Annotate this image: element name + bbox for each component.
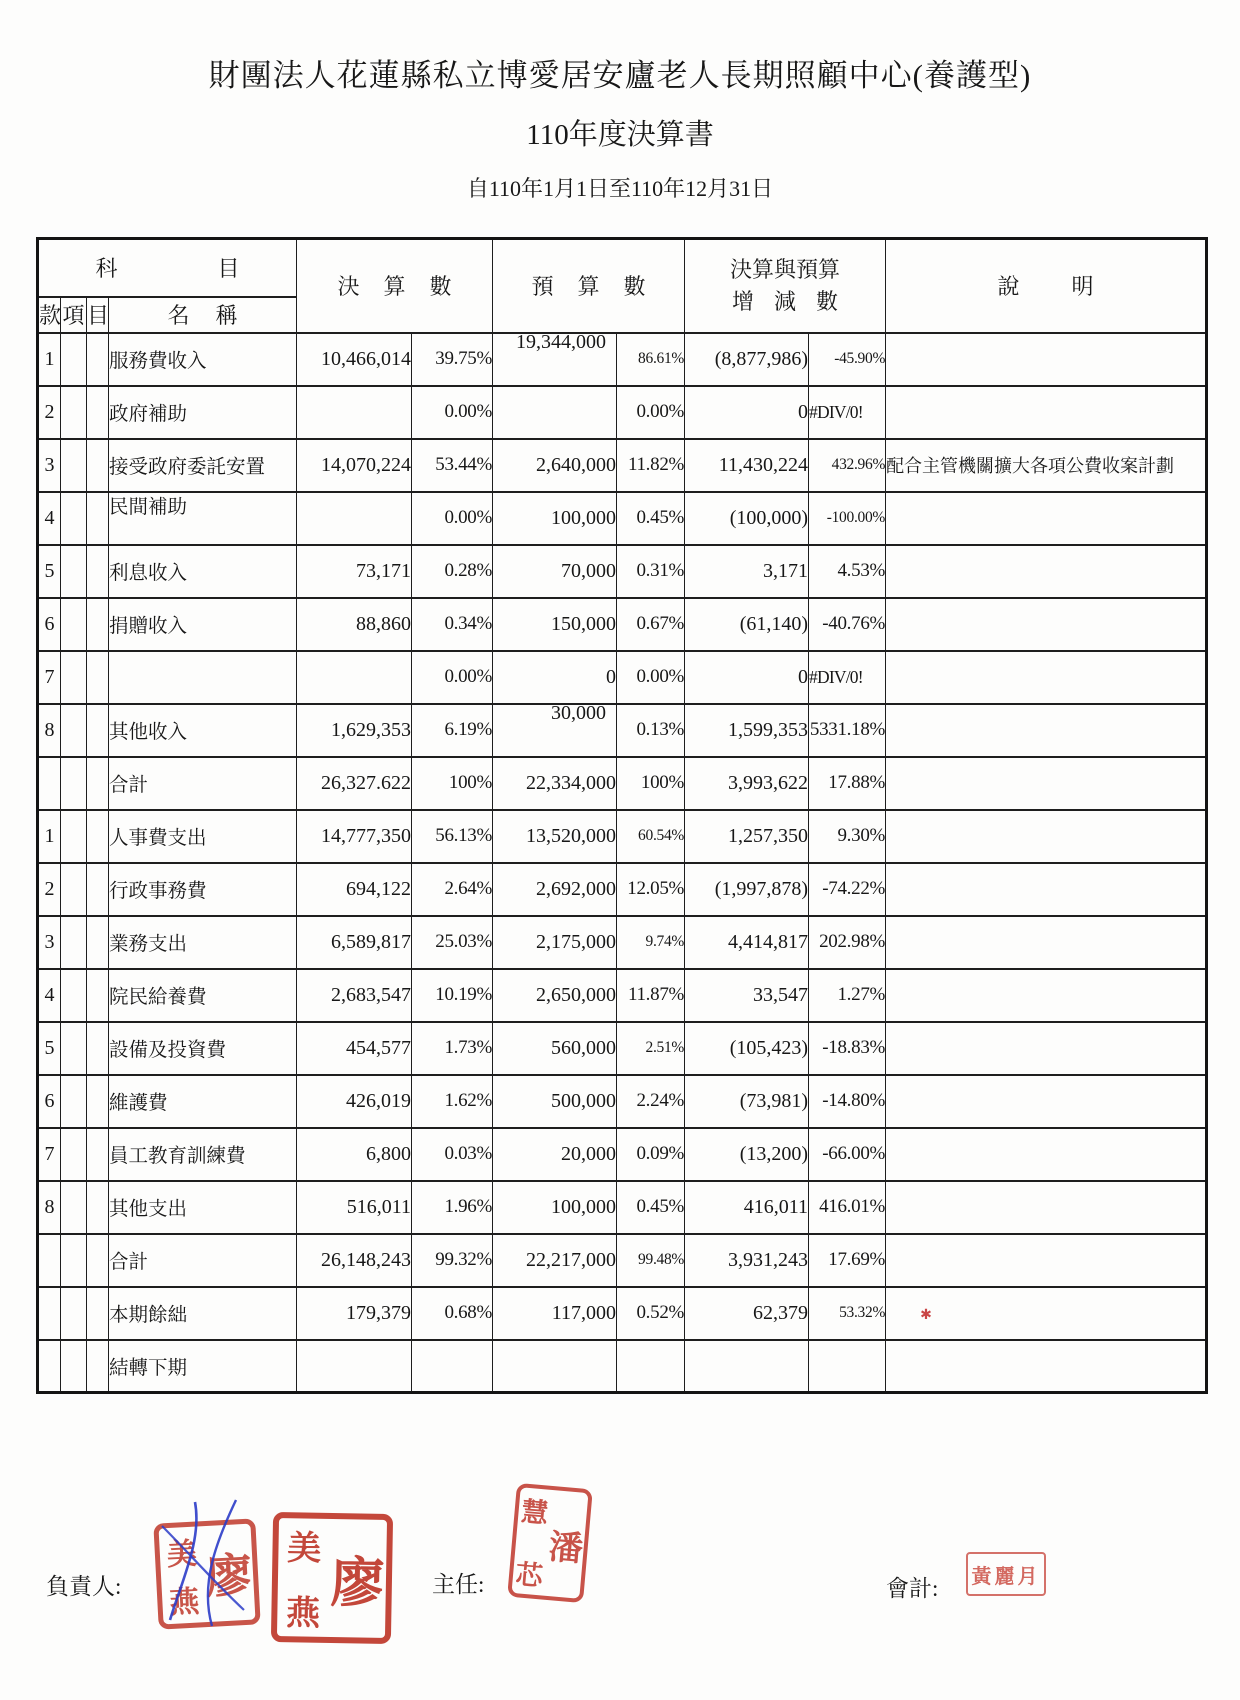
table-row bbox=[38, 439, 1207, 492]
cell-diff-percent: -66.00% bbox=[809, 1128, 886, 1181]
cell-note bbox=[886, 1022, 1207, 1075]
cell-mu bbox=[87, 439, 109, 492]
seal-surname: 潘 bbox=[547, 1528, 585, 1569]
cell-xiang bbox=[61, 810, 87, 863]
cell-note bbox=[886, 1234, 1207, 1287]
document-title: 財團法人花蓮縣私立博愛居安廬老人長期照顧中心(養護型) bbox=[208, 58, 1032, 93]
seal-given-name bbox=[277, 1518, 330, 1637]
cell-final-amount: 1,629,353 bbox=[297, 704, 412, 757]
owner-seal-stamp-1 bbox=[153, 1518, 260, 1629]
cell-budget-amount: 2,650,000 bbox=[493, 969, 617, 1022]
cell-final-percent: 0.00% bbox=[412, 492, 493, 545]
cell-final-amount bbox=[297, 651, 412, 704]
cell-mu bbox=[87, 651, 109, 704]
cell-note bbox=[886, 1075, 1207, 1128]
cell-note bbox=[886, 1340, 1207, 1393]
cell-account-name: 服務費收入 bbox=[109, 333, 297, 386]
cell-final-percent: 0.68% bbox=[412, 1287, 493, 1340]
cell-diff-percent: 1.27% bbox=[809, 969, 886, 1022]
cell-xiang bbox=[61, 1234, 87, 1287]
cell-final-amount: 6,589,817 bbox=[297, 916, 412, 969]
cell-budget-percent bbox=[617, 1340, 685, 1393]
table-row bbox=[38, 757, 1207, 810]
cell-row-number: 4 bbox=[38, 969, 61, 1022]
seal-char: 慧 bbox=[520, 1496, 550, 1529]
cell-row-number: 1 bbox=[38, 333, 61, 386]
cell-xiang bbox=[61, 1340, 87, 1393]
cell-budget-percent: 100% bbox=[617, 757, 685, 810]
cell-mu bbox=[87, 598, 109, 651]
cell-budget-amount bbox=[493, 1340, 617, 1393]
cell-final-amount: 73,171 bbox=[297, 545, 412, 598]
cell-account-name bbox=[109, 492, 297, 545]
owner-label: 負責人: bbox=[46, 1574, 122, 1599]
table-row bbox=[38, 651, 1207, 704]
cell-mu bbox=[87, 1075, 109, 1128]
cell-note bbox=[886, 439, 1207, 492]
cell-mu bbox=[87, 969, 109, 1022]
cell-diff-amount: (105,423) bbox=[685, 1022, 809, 1075]
cell-final-percent: 2.64% bbox=[412, 863, 493, 916]
header-note: 說明 bbox=[886, 239, 1207, 333]
cell-account-name: 利息收入 bbox=[109, 545, 297, 598]
cell-diff-amount: (73,981) bbox=[685, 1075, 809, 1128]
cell-final-percent: 0.00% bbox=[412, 386, 493, 439]
cell-final-percent: 6.19% bbox=[412, 704, 493, 757]
cell-budget-percent: 11.87% bbox=[617, 969, 685, 1022]
cell-note bbox=[886, 704, 1207, 757]
cell-row-number: 3 bbox=[38, 439, 61, 492]
cell-diff-amount: 62,379 bbox=[685, 1287, 809, 1340]
raised-budget-value: 30,000 bbox=[551, 701, 607, 724]
cell-xiang bbox=[61, 439, 87, 492]
cell-note bbox=[886, 598, 1207, 651]
accountant-label: 會計: bbox=[886, 1576, 939, 1601]
cell-final-percent: 0.00% bbox=[412, 651, 493, 704]
cell-diff-amount: 0 bbox=[685, 386, 809, 439]
cell-budget-percent: 86.61% bbox=[617, 333, 685, 386]
cell-mu bbox=[87, 492, 109, 545]
header-subject: 科目 bbox=[38, 239, 297, 297]
cell-diff-amount: (8,877,986) bbox=[685, 333, 809, 386]
cell-mu bbox=[87, 386, 109, 439]
cell-diff-amount: 3,171 bbox=[685, 545, 809, 598]
table-row bbox=[38, 969, 1207, 1022]
cell-budget-amount: 22,334,000 bbox=[493, 757, 617, 810]
header-diff-line2: 增減數 bbox=[732, 288, 859, 314]
cell-final-percent: 1.73% bbox=[412, 1022, 493, 1075]
seal-char: 美 bbox=[286, 1530, 322, 1568]
cell-diff-percent: 432.96% bbox=[809, 439, 886, 492]
cell-mu bbox=[87, 863, 109, 916]
cell-note bbox=[886, 916, 1207, 969]
cell-diff-percent bbox=[809, 1340, 886, 1393]
table-row bbox=[38, 1181, 1207, 1234]
cell-diff-amount: 1,257,350 bbox=[685, 810, 809, 863]
cell-xiang bbox=[61, 386, 87, 439]
cell-final-amount: 454,577 bbox=[297, 1022, 412, 1075]
cell-mu bbox=[87, 1181, 109, 1234]
cell-note bbox=[886, 1128, 1207, 1181]
cell-mu bbox=[87, 810, 109, 863]
cell-diff-amount: 1,599,353 bbox=[685, 704, 809, 757]
cell-budget-percent: 9.74% bbox=[617, 916, 685, 969]
cell-row-number: 2 bbox=[38, 386, 61, 439]
cell-note bbox=[886, 969, 1207, 1022]
cell-final-amount: 179,379 bbox=[297, 1287, 412, 1340]
cell-note bbox=[886, 1287, 1207, 1340]
raised-account-name: 民間補助 bbox=[109, 497, 188, 518]
cell-account-name: 維護費 bbox=[109, 1075, 297, 1128]
cell-final-amount: 2,683,547 bbox=[297, 969, 412, 1022]
table-row bbox=[38, 545, 1207, 598]
cell-budget-percent: 12.05% bbox=[617, 863, 685, 916]
cell-xiang bbox=[61, 1287, 87, 1340]
cell-xiang bbox=[61, 651, 87, 704]
cell-account-name: 接受政府委託安置 bbox=[109, 439, 297, 492]
cell-final-amount: 516,011 bbox=[297, 1181, 412, 1234]
cell-xiang bbox=[61, 704, 87, 757]
cell-row-number: 8 bbox=[38, 704, 61, 757]
cell-diff-amount bbox=[685, 1340, 809, 1393]
table-row bbox=[38, 1287, 1207, 1340]
cell-final-percent: 56.13% bbox=[412, 810, 493, 863]
cell-diff-amount: (100,000) bbox=[685, 492, 809, 545]
document-subtitle: 110年度決算書 bbox=[526, 119, 714, 151]
cell-diff-amount: 33,547 bbox=[685, 969, 809, 1022]
table-row bbox=[38, 863, 1207, 916]
cell-mu bbox=[87, 1234, 109, 1287]
cell-diff-amount: 416,011 bbox=[685, 1181, 809, 1234]
cell-budget-amount: 100,000 bbox=[493, 1181, 617, 1234]
cell-row-number: 8 bbox=[38, 1181, 61, 1234]
cell-budget-amount: 70,000 bbox=[493, 545, 617, 598]
seal-char: 燕 bbox=[285, 1595, 321, 1633]
cell-final-amount: 6,800 bbox=[297, 1128, 412, 1181]
cell-final-percent: 1.62% bbox=[412, 1075, 493, 1128]
header-diff bbox=[685, 239, 886, 333]
table-row bbox=[38, 810, 1207, 863]
seal-char: 燕 bbox=[168, 1585, 201, 1620]
cell-diff-percent: #DIV/0! bbox=[809, 386, 886, 439]
cell-budget-percent: 0.13% bbox=[617, 704, 685, 757]
cell-account-name: 員工教育訓練費 bbox=[109, 1128, 297, 1181]
seal-char: 芯 bbox=[514, 1559, 545, 1592]
cell-diff-percent: 9.30% bbox=[809, 810, 886, 863]
cell-final-percent: 99.32% bbox=[412, 1234, 493, 1287]
cell-diff-amount: 11,430,224 bbox=[685, 439, 809, 492]
seal-surname: 廖 bbox=[204, 1549, 254, 1604]
cell-budget-percent: 2.51% bbox=[617, 1022, 685, 1075]
cell-budget-amount: 22,217,000 bbox=[493, 1234, 617, 1287]
cell-final-percent: 0.03% bbox=[412, 1128, 493, 1181]
cell-budget-percent: 0.00% bbox=[617, 386, 685, 439]
cell-budget-percent: 0.52% bbox=[617, 1287, 685, 1340]
cell-xiang bbox=[61, 863, 87, 916]
cell-xiang bbox=[61, 492, 87, 545]
cell-account-name: 人事費支出 bbox=[109, 810, 297, 863]
cell-budget-amount: 117,000 bbox=[493, 1287, 617, 1340]
cell-note bbox=[886, 1181, 1207, 1234]
cell-budget-amount: 150,000 bbox=[493, 598, 617, 651]
cell-budget-amount: 20,000 bbox=[493, 1128, 617, 1181]
table-row bbox=[38, 598, 1207, 651]
cell-diff-amount: (13,200) bbox=[685, 1128, 809, 1181]
cell-final-percent: 39.75% bbox=[412, 333, 493, 386]
cell-mu bbox=[87, 1022, 109, 1075]
table-row bbox=[38, 704, 1207, 757]
cell-mu bbox=[87, 757, 109, 810]
table-row bbox=[38, 1128, 1207, 1181]
cell-diff-percent: 416.01% bbox=[809, 1181, 886, 1234]
owner-seal-stamp-2 bbox=[271, 1512, 393, 1644]
cell-final-amount: 426,019 bbox=[297, 1075, 412, 1128]
cell-final-amount bbox=[297, 1340, 412, 1393]
document-period: 自110年1月1日至110年12月31日 bbox=[466, 176, 774, 201]
cell-account-name: 其他支出 bbox=[109, 1181, 297, 1234]
cell-diff-percent: -74.22% bbox=[809, 863, 886, 916]
cell-diff-amount: 4,414,817 bbox=[685, 916, 809, 969]
cell-budget-amount bbox=[493, 701, 617, 757]
cell-mu bbox=[87, 1128, 109, 1181]
cell-mu bbox=[87, 1340, 109, 1393]
cell-row-number: 1 bbox=[38, 810, 61, 863]
table-row bbox=[38, 386, 1207, 439]
cell-budget-amount: 0 bbox=[493, 651, 617, 704]
cell-final-percent: 10.19% bbox=[412, 969, 493, 1022]
cell-diff-percent: 202.98% bbox=[809, 916, 886, 969]
cell-budget-percent: 60.54% bbox=[617, 810, 685, 863]
cell-budget-amount bbox=[493, 330, 617, 386]
cell-account-name: 結轉下期 bbox=[109, 1340, 297, 1393]
cell-diff-amount: (1,997,878) bbox=[685, 863, 809, 916]
cell-note bbox=[886, 863, 1207, 916]
seal-char: 美 bbox=[166, 1537, 198, 1573]
cell-xiang bbox=[61, 916, 87, 969]
cell-budget-percent: 0.00% bbox=[617, 651, 685, 704]
cell-note bbox=[886, 651, 1207, 704]
cell-final-percent bbox=[412, 1340, 493, 1393]
table-header-row-1 bbox=[38, 239, 1207, 297]
header-mu: 目 bbox=[87, 297, 109, 333]
cell-note bbox=[886, 492, 1207, 545]
cell-row-number bbox=[38, 1340, 61, 1393]
cell-xiang bbox=[61, 545, 87, 598]
cell-xiang bbox=[61, 1075, 87, 1128]
cell-row-number: 3 bbox=[38, 916, 61, 969]
cell-final-amount: 26,327.622 bbox=[297, 757, 412, 810]
header-xiang: 項 bbox=[61, 297, 87, 333]
header-name: 名稱 bbox=[109, 297, 297, 333]
cell-final-amount: 10,466,014 bbox=[297, 333, 412, 386]
cell-xiang bbox=[61, 1022, 87, 1075]
cell-row-number bbox=[38, 1287, 61, 1340]
header-budget-amount: 預算數 bbox=[493, 239, 685, 333]
cell-diff-amount: 3,993,622 bbox=[685, 757, 809, 810]
cell-budget-amount: 560,000 bbox=[493, 1022, 617, 1075]
red-mark: ✱ bbox=[920, 1307, 932, 1323]
cell-xiang bbox=[61, 598, 87, 651]
cell-account-name: 政府補助 bbox=[109, 386, 297, 439]
cell-account-name: 捐贈收入 bbox=[109, 598, 297, 651]
cell-final-amount bbox=[297, 386, 412, 439]
cell-xiang bbox=[61, 333, 87, 386]
cell-final-percent: 0.28% bbox=[412, 545, 493, 598]
cell-budget-percent: 2.24% bbox=[617, 1075, 685, 1128]
table-row bbox=[38, 492, 1207, 545]
cell-note bbox=[886, 757, 1207, 810]
cell-xiang bbox=[61, 969, 87, 1022]
cell-row-number: 2 bbox=[38, 863, 61, 916]
cell-note bbox=[886, 386, 1207, 439]
cell-row-number: 5 bbox=[38, 545, 61, 598]
raised-budget-value: 19,344,000 bbox=[516, 330, 607, 353]
cell-row-number bbox=[38, 757, 61, 810]
cell-final-percent: 0.34% bbox=[412, 598, 493, 651]
cell-budget-percent: 0.09% bbox=[617, 1128, 685, 1181]
cell-account-name: 合計 bbox=[109, 1234, 297, 1287]
cell-diff-percent: -40.76% bbox=[809, 598, 886, 651]
cell-mu bbox=[87, 916, 109, 969]
seal-given-name bbox=[159, 1526, 208, 1624]
cell-xiang bbox=[61, 757, 87, 810]
cell-diff-percent: #DIV/0! bbox=[809, 651, 886, 704]
cell-budget-amount: 2,175,000 bbox=[493, 916, 617, 969]
cell-diff-percent: 53.32% bbox=[809, 1287, 886, 1340]
cell-diff-percent: 17.69% bbox=[809, 1234, 886, 1287]
cell-final-percent: 53.44% bbox=[412, 439, 493, 492]
cell-account-name bbox=[109, 651, 297, 704]
header-final-amount: 決算數 bbox=[297, 239, 493, 333]
cell-note bbox=[886, 333, 1207, 386]
cell-diff-amount: 0 bbox=[685, 651, 809, 704]
cell-mu bbox=[87, 704, 109, 757]
cell-row-number: 7 bbox=[38, 1128, 61, 1181]
cell-final-amount bbox=[297, 492, 412, 545]
cell-final-percent: 100% bbox=[412, 757, 493, 810]
cell-mu bbox=[87, 545, 109, 598]
accountant-seal-stamp: 黃麗月 bbox=[966, 1552, 1046, 1596]
cell-final-percent: 1.96% bbox=[412, 1181, 493, 1234]
cell-mu bbox=[87, 1287, 109, 1340]
cell-mu bbox=[87, 333, 109, 386]
table-row bbox=[38, 916, 1207, 969]
cell-diff-percent: 17.88% bbox=[809, 757, 886, 810]
cell-account-name: 行政事務費 bbox=[109, 863, 297, 916]
cell-final-amount: 694,122 bbox=[297, 863, 412, 916]
cell-diff-percent: 5331.18% bbox=[809, 704, 886, 757]
cell-row-number: 7 bbox=[38, 651, 61, 704]
table-row bbox=[38, 333, 1207, 386]
cell-final-amount: 14,777,350 bbox=[297, 810, 412, 863]
cell-final-amount: 88,860 bbox=[297, 598, 412, 651]
director-seal-stamp bbox=[507, 1483, 593, 1603]
budget-table bbox=[36, 237, 1208, 1394]
table-row bbox=[38, 1340, 1207, 1393]
note-text: 配合主管機關擴大各項公費收案計劃 bbox=[886, 456, 1175, 476]
cell-budget-percent: 0.31% bbox=[617, 545, 685, 598]
cell-account-name: 本期餘絀 bbox=[109, 1287, 297, 1340]
cell-diff-percent: 4.53% bbox=[809, 545, 886, 598]
table-row bbox=[38, 1022, 1207, 1075]
cell-row-number: 6 bbox=[38, 598, 61, 651]
cell-row-number: 6 bbox=[38, 1075, 61, 1128]
header-kuan: 款 bbox=[38, 297, 61, 333]
cell-budget-percent: 0.45% bbox=[617, 492, 685, 545]
cell-final-amount: 26,148,243 bbox=[297, 1234, 412, 1287]
cell-diff-percent: -100.00% bbox=[809, 492, 886, 545]
cell-final-amount: 14,070,224 bbox=[297, 439, 412, 492]
cell-budget-amount: 2,640,000 bbox=[493, 439, 617, 492]
cell-row-number bbox=[38, 1234, 61, 1287]
director-label: 主任: bbox=[432, 1572, 485, 1597]
header-diff-line1: 決算與預算 bbox=[730, 256, 841, 282]
cell-diff-percent: -14.80% bbox=[809, 1075, 886, 1128]
cell-diff-percent: -45.90% bbox=[809, 333, 886, 386]
cell-budget-amount: 2,692,000 bbox=[493, 863, 617, 916]
cell-diff-amount: 3,931,243 bbox=[685, 1234, 809, 1287]
table-row bbox=[38, 1234, 1207, 1287]
seal-surname: 廖 bbox=[330, 1552, 386, 1614]
cell-budget-percent: 0.45% bbox=[617, 1181, 685, 1234]
cell-account-name: 其他收入 bbox=[109, 704, 297, 757]
cell-account-name: 院民給養費 bbox=[109, 969, 297, 1022]
cell-xiang bbox=[61, 1181, 87, 1234]
cell-row-number: 5 bbox=[38, 1022, 61, 1075]
cell-budget-percent: 99.48% bbox=[617, 1234, 685, 1287]
cell-note bbox=[886, 545, 1207, 598]
cell-budget-amount: 100,000 bbox=[493, 492, 617, 545]
cell-row-number: 4 bbox=[38, 492, 61, 545]
cell-budget-amount: 500,000 bbox=[493, 1075, 617, 1128]
cell-final-percent: 25.03% bbox=[412, 916, 493, 969]
cell-diff-percent: -18.83% bbox=[809, 1022, 886, 1075]
cell-diff-amount: (61,140) bbox=[685, 598, 809, 651]
cell-account-name: 業務支出 bbox=[109, 916, 297, 969]
cell-budget-amount: 13,520,000 bbox=[493, 810, 617, 863]
cell-budget-percent: 11.82% bbox=[617, 439, 685, 492]
cell-account-name: 合計 bbox=[109, 757, 297, 810]
cell-account-name: 設備及投資費 bbox=[109, 1022, 297, 1075]
table-row bbox=[38, 1075, 1207, 1128]
cell-budget-amount bbox=[493, 386, 617, 439]
cell-budget-percent: 0.67% bbox=[617, 598, 685, 651]
cell-xiang bbox=[61, 1128, 87, 1181]
cell-note bbox=[886, 810, 1207, 863]
